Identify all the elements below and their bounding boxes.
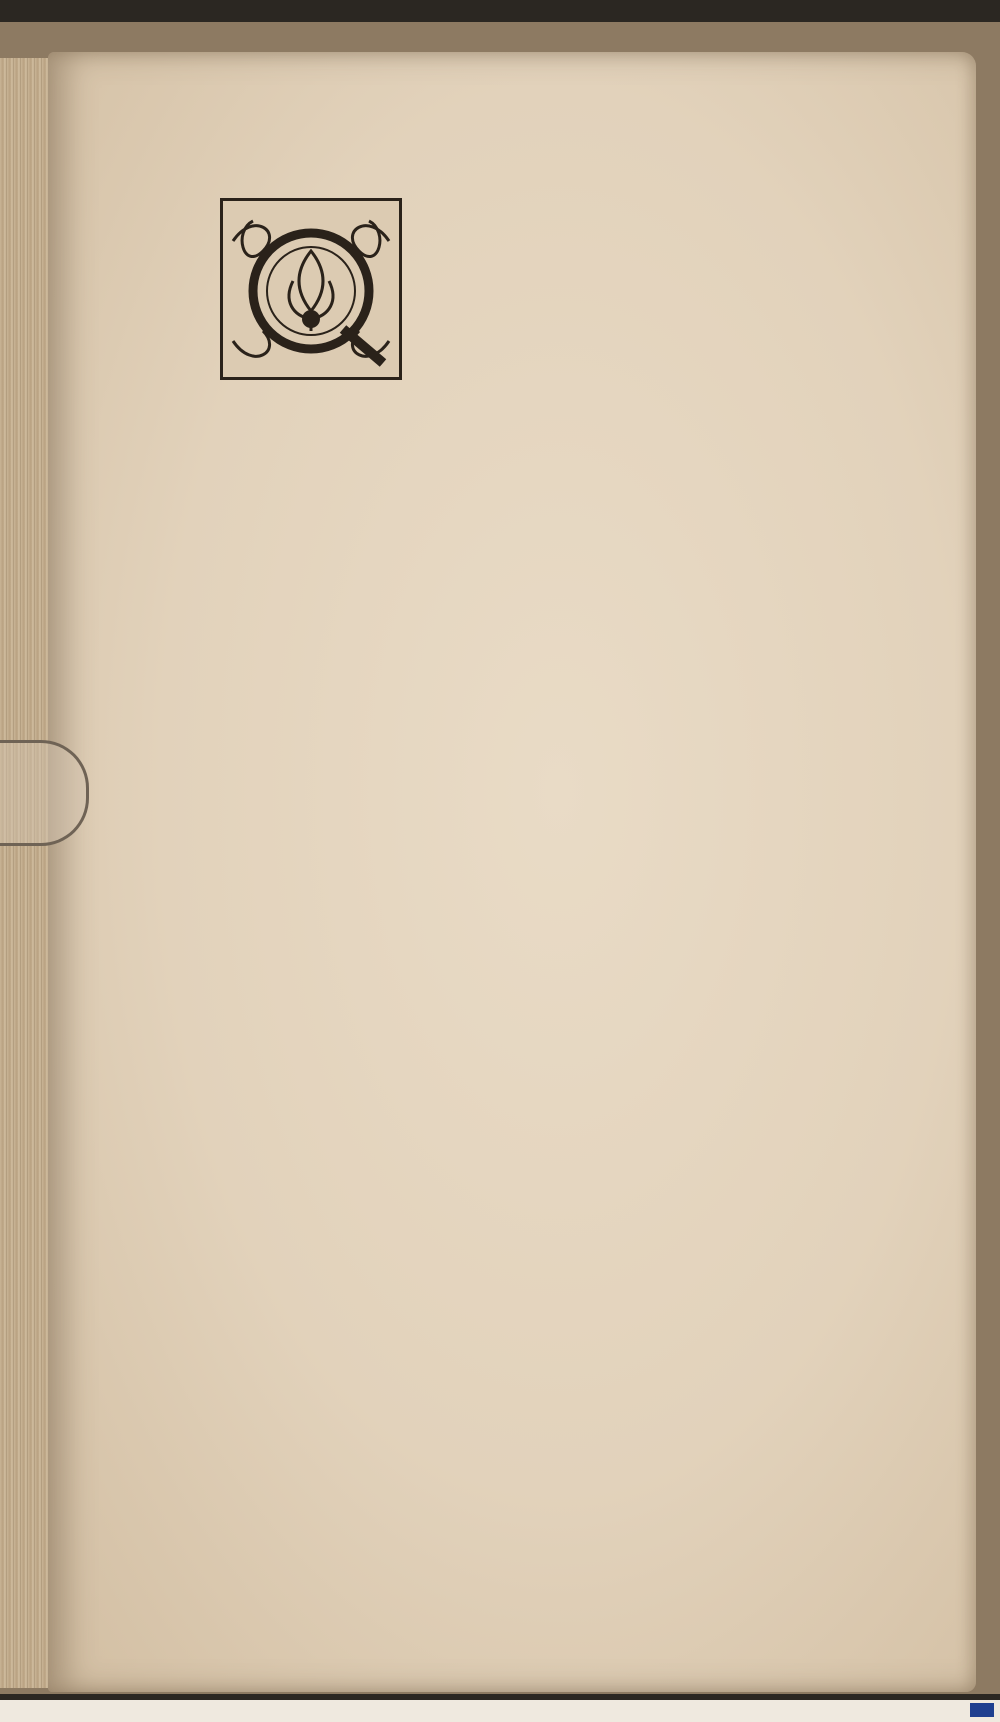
initial-block <box>220 188 980 394</box>
initial-line-3 <box>220 188 980 235</box>
page-clip <box>0 740 89 846</box>
footer <box>0 1700 1000 1722</box>
page-text <box>220 130 980 394</box>
dfg-logo-icon <box>970 1703 994 1717</box>
